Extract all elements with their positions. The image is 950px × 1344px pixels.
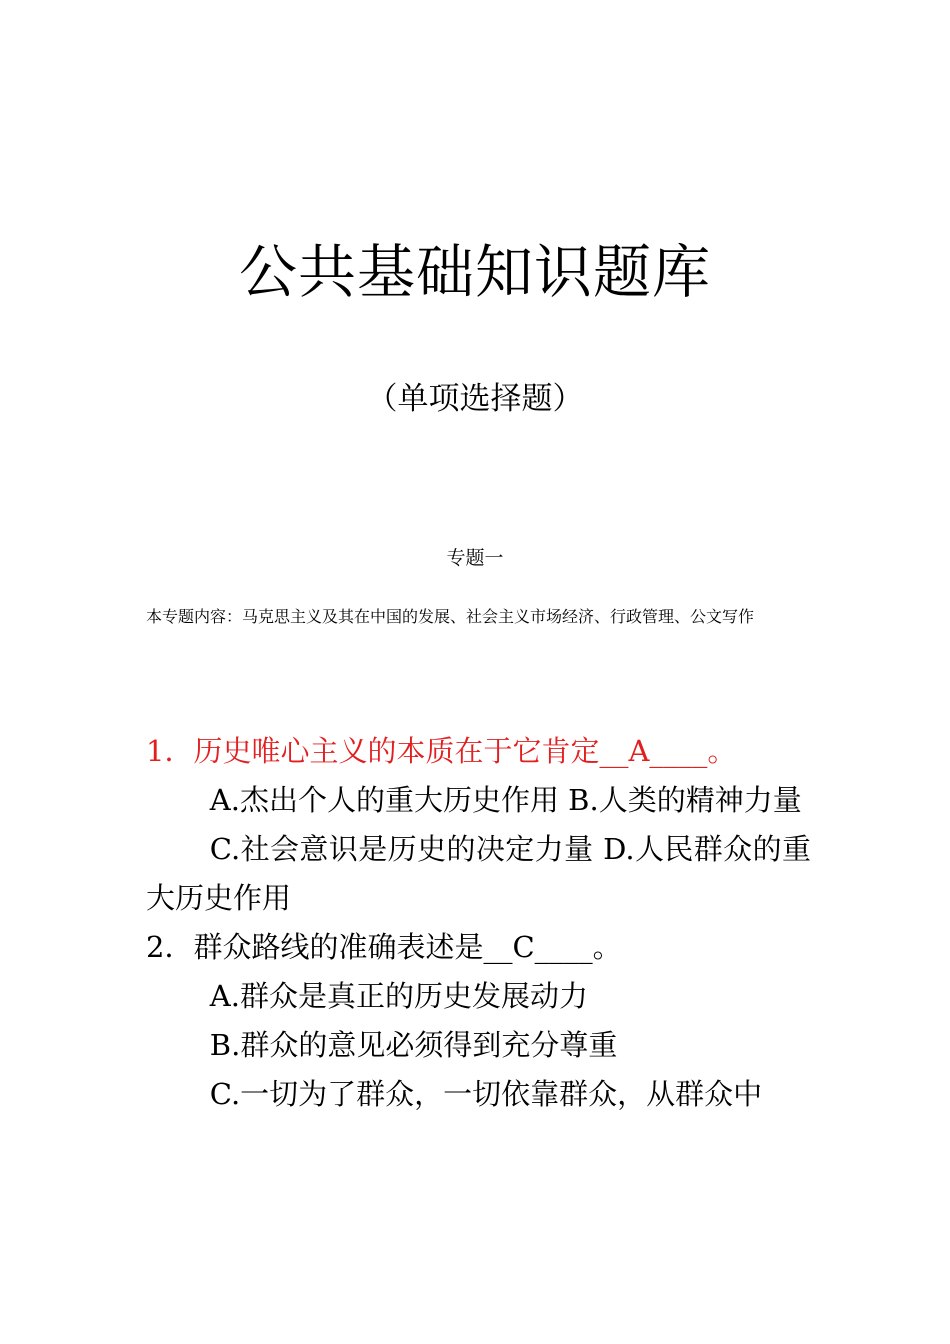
question-list: [146, 727, 811, 1119]
question-option: B.群众的意见必须得到充分尊重: [209, 1028, 618, 1062]
topic-heading: 专题一: [446, 547, 504, 569]
question-option: A.群众是真正的历史发展动力: [209, 979, 588, 1013]
topic-content: 本专题内容：马克思主义及其在中国的发展、社会主义市场经济、行政管理、公文写作: [146, 607, 755, 626]
question-option: C.社会意识是历史的决定力量 D.人民群众的重大历史作用: [146, 832, 811, 915]
question-option: A.杰出个人的重大历史作用 B.人类的精神力量: [209, 783, 802, 817]
document-title: 公共基础知识题库: [238, 238, 711, 306]
question-option: C.一切为了群众，一切依靠群众，从群众中: [209, 1077, 763, 1111]
question-stem: 1．历史唯心主义的本质在于它肯定__A____。: [146, 734, 737, 768]
document-subtitle: （单项选择题）: [366, 381, 584, 417]
question-stem: 2．群众路线的准确表述是__C____。: [146, 930, 622, 964]
